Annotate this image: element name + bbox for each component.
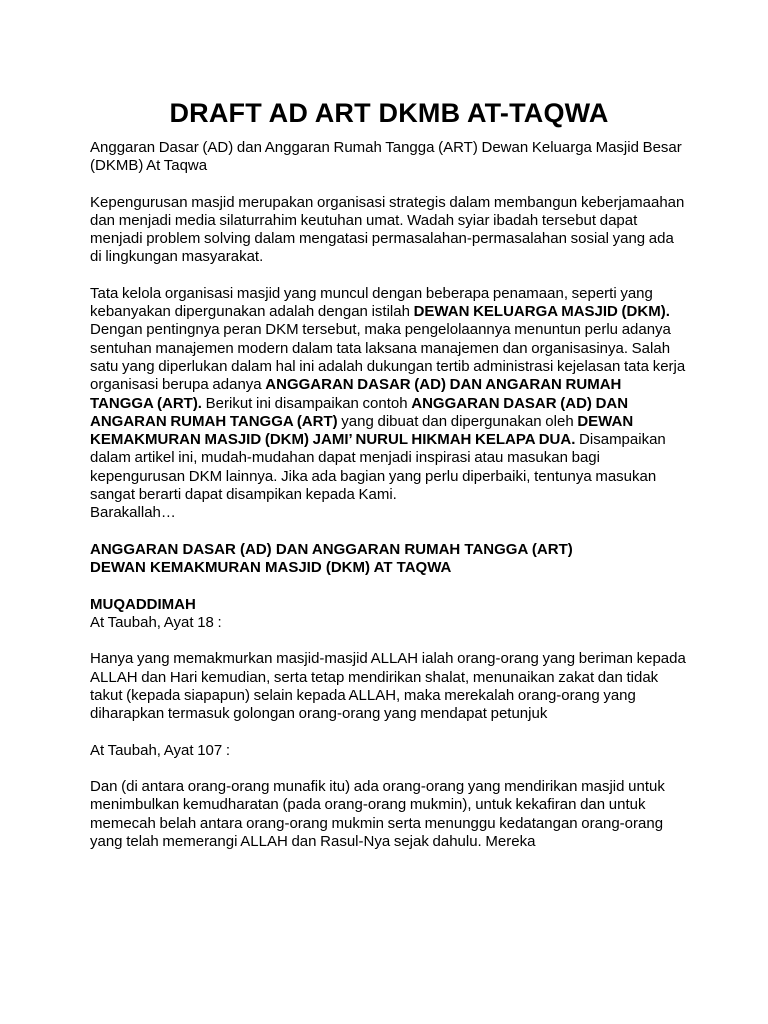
document-title: DRAFT AD ART DKMB AT-TAQWA [169,98,609,128]
governance-text-2: Dengan pentingnya peran DKM tersebut, maka pengelolaannya menuntun perlu adanya sentuhan manajemen modern dalam tata laksana manajemen dan organisasinya. Salah satu yang diperlukan dalam hal ini adalah dukungan tertib administrasi kejelasan tata kerja organisasi berupa adanya [90,321,686,394]
governance-text-3: Berikut ini disampaikan contoh [201,394,412,412]
verse-text-2: Dan (di antara orang-orang munafik itu) ada orang-orang yang mendirikan masjid untuk menimbulkan kemudharatan (pada orang-orang mukmin), untuk kekafiran dan untuk memecah belah antara orang-orang mukmin serta menunggu kedatangan orang-orang yang telah memerangi ALLAH dan Rasul-Nya sejak dahulu. Mereka [90,777,665,850]
closing-line: Barakallah… [90,504,176,522]
governance-bold-dkm: DEWAN KELUARGA MASJID (DKM). [413,303,670,321]
document-subtitle: Anggaran Dasar (AD) dan Anggaran Rumah Tangga (ART) Dewan Keluarga Masjid Besar (DKMB) At Taqwa [90,139,682,175]
governance-bold-ad-art: ANGGARAN DASAR (AD) DAN ANGARAN RUMAH TANGGA (ART). [90,376,622,412]
section-heading [90,541,688,578]
governance-paragraph [90,285,688,505]
governance-text-4: yang dibuat dan dipergunakan oleh [337,412,578,430]
governance-bold-dkm-name: DEWAN KEMAKMURAN MASJID (DKM) JAMI’ NURUL HIKMAH KELAPA DUA. [90,412,634,449]
section-heading-line-2: DEWAN KEMAKMURAN MASJID (DKM) AT TAQWA [90,559,452,577]
section-heading-line-1: ANGGARAN DASAR (AD) DAN ANGGARAN RUMAH TANGGA (ART) [90,540,573,558]
muqaddimah-heading: MUQADDIMAH [90,595,196,613]
intro-paragraph: Kepengurusan masjid merupakan organisasi strategis dalam membangun keberjamaahan dan menjadi media silaturrahim keutuhan umat. Wadah syiar ibadah tersebut dapat menjadi problem solving dalam mengatasi permasalahan-permasalahan sosial yang ada di lingkungan masyarakat. [90,193,685,266]
verse-reference-1: At Taubah, Ayat 18 : [90,614,222,632]
governance-bold-example: ANGGARAN DASAR (AD) DAN ANGARAN RUMAH TANGGA (ART) [90,394,629,430]
verse-reference-2: At Taubah, Ayat 107 : [90,741,231,759]
verse-text-1: Hanya yang memakmurkan masjid-masjid ALLAH ialah orang-orang yang beriman kepada ALLAH dan Hari kemudian, serta tetap mendirikan shalat, menunaikan zakat dan tidak takut (kepada siapapun) selain kepada ALLAH, maka merekalah orang-orang yang diharapkan termasuk golongan orang-orang yang mendapat petunjuk [90,650,686,723]
governance-text-5: Disampaikan dalam artikel ini, mudah-mudahan dapat menjadi inspirasi atau masukan bagi kepengurusan DKM lainnya. Jika ada bagian yang perlu diperbaiki, tentunya masukan sangat berarti dapat disampikan kepada Kami. [90,431,666,504]
governance-text-1: Tata kelola organisasi masjid yang muncul dengan beberapa penamaan, seperti yang kebanyakan dipergunakan adalah dengan istilah [90,284,653,321]
